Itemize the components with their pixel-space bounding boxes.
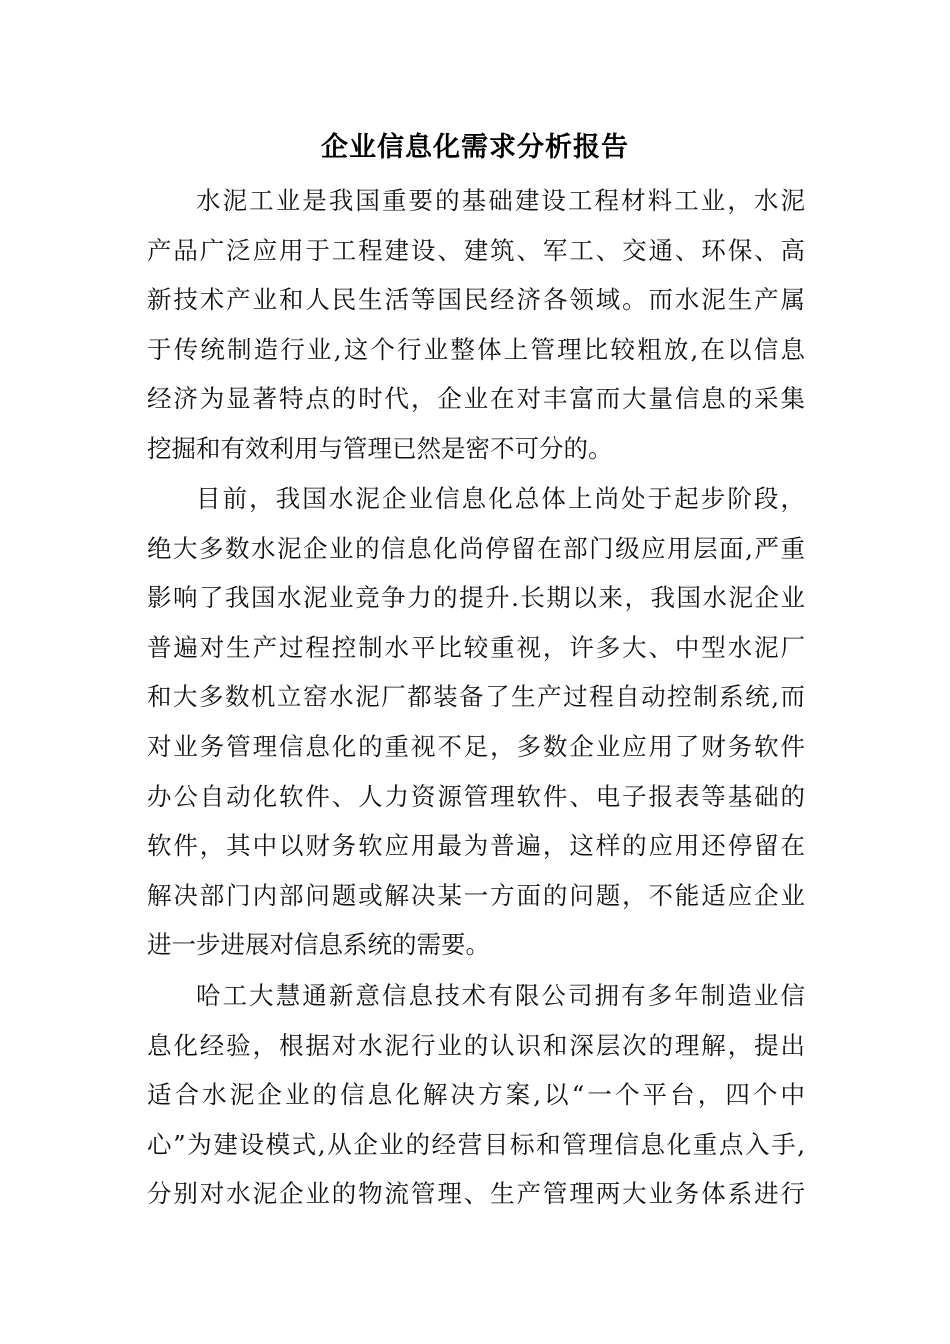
paragraph-line: 目前，我国水泥企业信息化总体上尚处于起步阶段， [196,484,805,513]
paragraph-line: 心”为建设模式,从企业的经营目标和管理信息化重点入手, [147,1129,805,1159]
paragraph-line: 经济为显著特点的时代，企业在对丰富而大量信息的采集 [147,384,805,414]
paragraph-line: 适合水泥企业的信息化解决方案,以“一个平台，四个中 [147,1080,805,1110]
paragraph-line: 分别对水泥企业的物流管理、生产管理两大业务体系进行 [147,1179,805,1209]
paragraph-3 [147,971,805,1219]
paragraph-line: 解决部门内部问题或解决某一方面的问题，不能适应企业 [147,880,805,910]
paragraph-line: 进一步进展对信息系统的需要。 [147,930,490,960]
paragraph-2 [147,474,805,970]
paragraph-line: 软件，其中以财务软应用最为普遍，这样的应用还停留在 [147,831,805,861]
paragraph-line: 水泥工业是我国重要的基础建设工程材料工业，水泥 [196,186,805,215]
paragraph-line: 对业务管理信息化的重视不足，多数企业应用了财务软件 [147,731,805,761]
paragraph-line: 产品广泛应用于工程建设、建筑、军工、交通、环保、高 [147,235,805,265]
paragraph-line: 挖掘和有效利用与管理已然是密不可分的。 [147,433,613,463]
paragraph-line: 办公自动化软件、人力资源管理软件、电子报表等基础的 [147,781,805,811]
paragraph-line: 新技术产业和人民生活等国民经济各领域。而水泥生产属 [147,285,805,315]
paragraph-line: 影响了我国水泥业竞争力的提升.长期以来，我国水泥企业 [147,583,805,613]
paragraph-1 [147,176,805,474]
paragraph-line: 普遍对生产过程控制水平比较重视，许多大、中型水泥厂 [147,632,805,662]
paragraph-line: 和大多数机立窑水泥厂都装备了生产过程自动控制系统,而 [147,682,805,712]
paragraph-line: 于传统制造行业,这个行业整体上管理比较粗放,在以信息 [147,334,805,364]
paragraph-line: 息化经验，根据对水泥行业的认识和深层次的理解，提出 [147,1030,805,1060]
paragraph-line: 哈工大慧通新意信息技术有限公司拥有多年制造业信 [196,981,805,1010]
document-title: 企业信息化需求分析报告 [321,132,629,163]
paragraph-line: 绝大多数水泥企业的信息化尚停留在部门级应用层面,严重 [147,533,805,563]
